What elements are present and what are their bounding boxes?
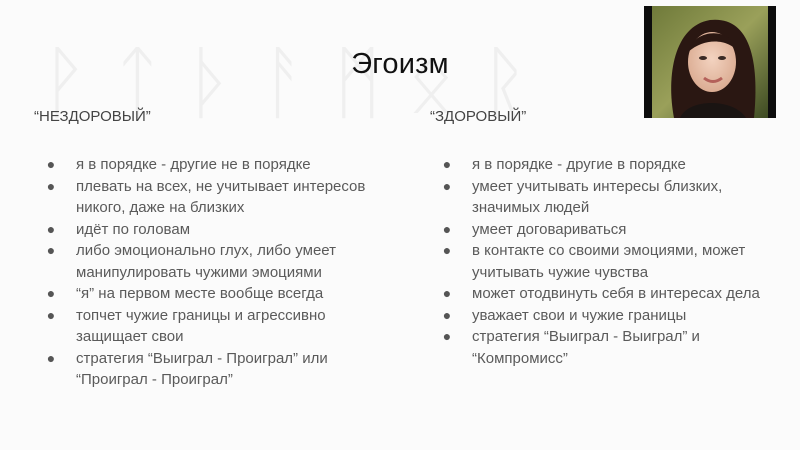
bullet-icon: ● [442,285,452,301]
healthy-list [430,154,790,369]
bullet-icon: ● [442,242,452,258]
unhealthy-heading: “НЕЗДОРОВЫЙ” [34,108,151,125]
bullet-icon: ● [46,349,56,366]
slide-title: Эгоизм [351,48,449,80]
list-item: ● плевать на всех, не учитывает интересов никого, даже на близких [46,177,366,216]
bullet-icon: ● [442,177,452,194]
list-item: ● может отодвинуть себя в интересах дела [430,283,790,305]
list-item: ● идёт по головам [34,219,394,241]
list-item: ● уважает свои и чужие границы [430,305,790,327]
speaker-photo [644,6,776,118]
bullet-icon: ● [442,306,452,323]
portrait-image [644,6,776,118]
bullet-icon: ● [46,306,56,323]
list-item: ● я в порядке - другие в порядке [430,154,790,176]
bullet-icon: ● [46,285,56,301]
list-item: ● умеет учитывать интересы близких, значимых людей [442,177,723,216]
bullet-icon: ● [46,220,56,237]
bullet-icon: ● [46,156,56,172]
bullet-icon: ● [442,328,452,344]
list-item: ● в контакте со своими эмоциями, может учитывать чужие чувства [442,242,746,281]
unhealthy-list [34,154,394,391]
list-item: ● умеет договариваться [430,219,790,241]
bullet-icon: ● [46,242,56,258]
list-item: ● стратегия “Выиграл - Выиграл” и “Компромисс” [442,328,700,367]
healthy-column [430,108,790,369]
bullet-icon: ● [442,156,452,172]
unhealthy-column [34,108,394,391]
list-item: ● стратегия “Выиграл - Проиграл” или “Проиграл - Проиграл” [46,349,328,388]
list-item: ● топчет чужие границы и агрессивно защищает свои [46,306,326,345]
healthy-heading: “ЗДОРОВЫЙ” [430,108,527,125]
list-item: ● я в порядке - другие не в порядке [34,154,394,176]
list-item: ● либо эмоционально глух, либо умеет манипулировать чужими эмоциями [46,242,337,281]
list-item: ● “я” на первом месте вообще всегда [34,283,394,305]
bullet-icon: ● [442,220,452,237]
bullet-icon: ● [46,177,56,194]
